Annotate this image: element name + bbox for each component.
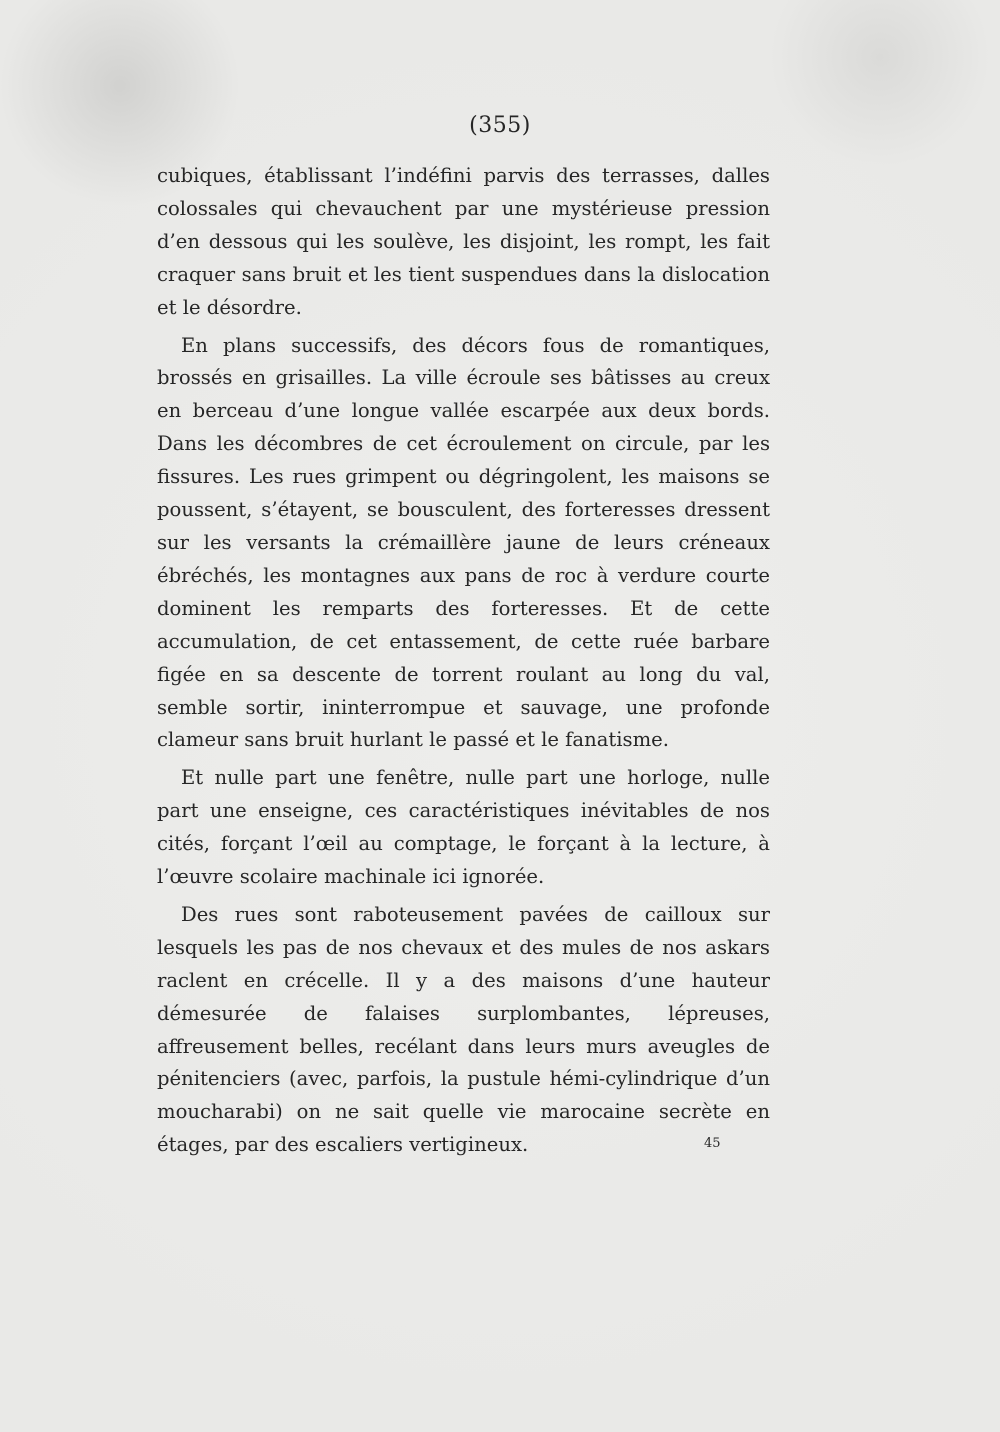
signature-mark: 45 — [704, 1136, 721, 1151]
paragraph-3: Et nulle part une fenêtre, nulle part une horloge, nulle part une enseigne, ces caractéristiques inévitables de nos cités, forçant l’œil au comptage, le forçant à la lecture, à l’œuvre scolaire machinale ici ignorée. — [157, 766, 770, 889]
paragraph-2: En plans successifs, des décors fous de romantiques, brossés en grisailles. La ville écroule ses bâtisses au creux en berceau d’une longue vallée escarpée aux deux bords. Dans les décombres de cet écroulement on circule, par les fissures. Les rues grimpent ou dégringolent, les maisons se poussent, s’étayent, se bousculent, des forteresses dressent sur les versants la crémaillère jaune de leurs créneaux ébréchés, les montagnes aux pans de roc à verdure courte dominent les remparts des forteresses. Et de cette accumulation, de cet entassement, de cette ruée barbare figée en sa descente de torrent roulant au long du val, semble sortir, ininterrompue et sauvage, une profonde clameur sans bruit hurlant le passé et le fanatisme. — [157, 333, 770, 752]
paragraph-4: Des rues sont raboteusement pavées de cailloux sur lesquels les pas de nos chevaux et des mules de nos askars raclent en crécelle. Il y a des maisons d’une hauteur démesurée de falaises surplombantes, lépreuses, affreusement belles, recélant dans leurs murs aveugles de pénitenciers (avec, parfois, la pustule hémi-cylindrique d’un moucharabi) on ne sait quelle vie marocaine secrète en étages, par des escaliers vertigineux. — [157, 902, 770, 1157]
page-number-header: (355) — [469, 113, 531, 138]
body-text — [157, 160, 770, 1167]
paragraph-1: cubiques, établissant l’indéfini parvis des terrasses, dalles colossales qui chevauchent par une mystérieuse pression d’en dessous qui les soulève, les disjoint, les rompt, les fait craquer sans bruit et les tient suspendues dans la dislocation et le désordre. — [157, 164, 770, 319]
